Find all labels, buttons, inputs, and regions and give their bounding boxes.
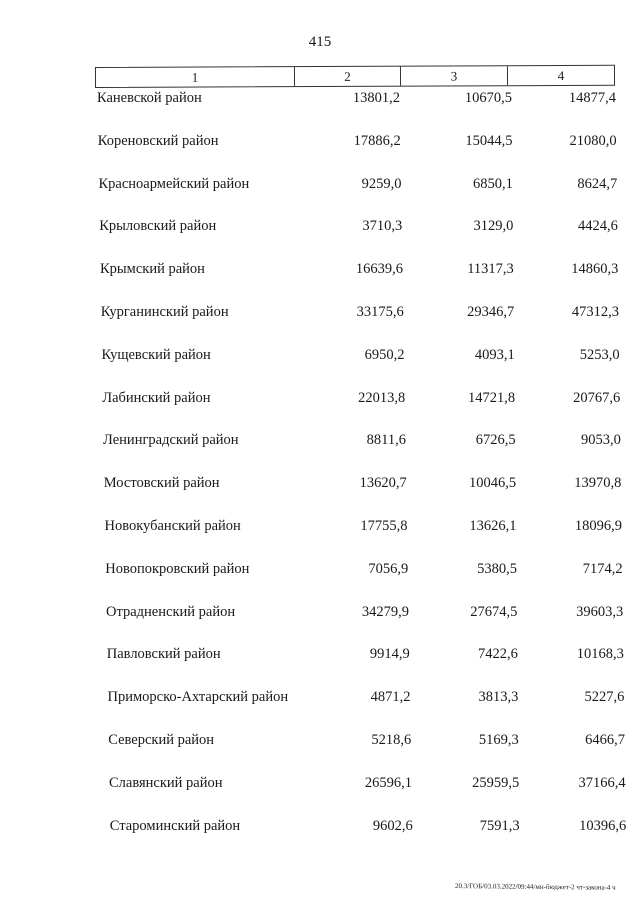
table-row [0, 90, 640, 112]
value-col-4: 7174,2 [582, 560, 623, 577]
value-col-3: 3129,0 [473, 218, 514, 235]
value-col-3: 6850,1 [473, 175, 513, 192]
value-col-4: 47312,3 [571, 304, 619, 320]
value-col-2: 26596,1 [364, 774, 412, 791]
value-col-2: 16639,6 [355, 261, 403, 278]
value-col-2: 5218,6 [371, 732, 412, 748]
value-col-4: 20767,6 [573, 389, 621, 406]
district-name: Кущевский район [101, 346, 211, 363]
header-col-4: 4 [557, 67, 565, 83]
value-col-4: 21080,0 [569, 132, 617, 149]
value-col-3: 10046,5 [468, 475, 517, 492]
district-name: Приморско-Ахтарский район [107, 689, 289, 706]
table-row [0, 347, 640, 369]
value-col-3: 6726,5 [475, 432, 516, 449]
value-col-4: 5227,6 [584, 689, 625, 706]
table-row [0, 475, 640, 497]
page-number: 415 [308, 34, 332, 50]
district-name: Каневской район [97, 90, 202, 106]
table-row [0, 518, 640, 540]
district-name: Лабинский район [102, 389, 211, 406]
value-col-2: 3710,3 [362, 218, 403, 235]
district-name: Красноармейский район [98, 175, 250, 192]
value-col-3: 11317,3 [467, 261, 514, 278]
table-row [0, 432, 640, 454]
value-col-4: 5253,0 [579, 346, 620, 363]
district-name: Мостовский район [103, 475, 220, 492]
value-col-3: 5169,3 [478, 732, 519, 748]
district-name: Северский район [108, 732, 215, 748]
value-col-2: 13801,2 [352, 90, 400, 106]
table-row [0, 646, 640, 668]
value-col-2: 7056,9 [368, 560, 409, 577]
value-col-4: 4424,6 [577, 218, 618, 235]
value-col-4: 39603,3 [576, 603, 624, 620]
value-col-2: 9914,9 [369, 646, 410, 663]
value-col-2: 17755,8 [360, 518, 408, 534]
value-col-2: 13620,7 [359, 475, 407, 492]
value-col-4: 9053,0 [580, 432, 621, 449]
value-col-3: 29346,7 [467, 304, 515, 320]
value-col-2: 9259,0 [361, 175, 402, 192]
district-name: Крыловский район [99, 218, 217, 235]
value-col-4: 13970,8 [574, 475, 622, 492]
district-name: Отрадненский район [106, 603, 236, 620]
table-row [0, 604, 640, 626]
value-col-3: 15044,5 [465, 132, 513, 149]
value-col-4: 8624,7 [577, 175, 618, 192]
value-col-2: 4871,2 [370, 689, 411, 706]
district-name: Крымский район [100, 261, 205, 278]
table-row [0, 689, 640, 711]
district-name: Ленинградский район [103, 432, 239, 449]
header-col-1: 1 [96, 67, 295, 87]
value-col-3: 3813,3 [478, 689, 519, 706]
value-col-4: 10396,6 [579, 817, 627, 834]
value-col-4: 10168,3 [576, 646, 624, 663]
table-row [0, 133, 640, 155]
value-col-2: 34279,9 [361, 603, 409, 620]
table-row [0, 775, 640, 797]
value-col-3: 10670,5 [464, 90, 512, 106]
footer-stamp: 20.3/ГОБ/03.03.2022/09:44/мн-бюджет-2 чт-закона-4 ч [454, 882, 616, 892]
table-header [95, 65, 615, 88]
value-col-3: 25959,5 [472, 774, 520, 791]
district-name: Новопокровский район [105, 560, 250, 577]
value-col-2: 9602,6 [372, 817, 413, 834]
district-name: Новокубанский район [104, 518, 241, 534]
value-col-3: 4093,1 [474, 346, 515, 363]
table-row [0, 176, 640, 198]
value-col-4: 6466,7 [585, 732, 625, 748]
value-col-2: 33175,6 [356, 304, 404, 320]
table-row [0, 261, 640, 283]
value-col-3: 27674,5 [470, 603, 518, 620]
table-row [0, 390, 640, 412]
header-col-3: 3 [401, 66, 508, 85]
district-name: Кореновский район [97, 132, 219, 149]
table-row [0, 818, 640, 840]
value-col-4: 18096,9 [574, 518, 622, 534]
header-col-2: 2 [295, 67, 401, 86]
value-col-4: 14877,4 [568, 90, 616, 106]
district-name: Павловский район [106, 646, 221, 663]
table-row [0, 218, 640, 240]
value-col-2: 17886,2 [353, 132, 401, 149]
value-col-3: 13626,1 [469, 518, 517, 534]
table-row [0, 561, 640, 583]
table-row [0, 304, 640, 326]
value-col-3: 7422,6 [477, 646, 518, 663]
district-name: Славянский район [109, 774, 223, 791]
value-col-2: 6950,2 [364, 346, 405, 363]
value-col-2: 8811,6 [366, 432, 406, 449]
value-col-3: 14721,8 [468, 389, 516, 406]
district-name: Староминский район [109, 817, 241, 834]
value-col-4: 37166,4 [578, 774, 626, 791]
value-col-3: 7591,3 [479, 817, 520, 834]
table-row [0, 732, 640, 754]
value-col-3: 5380,5 [477, 560, 517, 577]
value-col-2: 22013,8 [358, 389, 406, 406]
value-col-4: 14860,3 [571, 261, 619, 278]
district-name: Курганинский район [100, 304, 229, 320]
